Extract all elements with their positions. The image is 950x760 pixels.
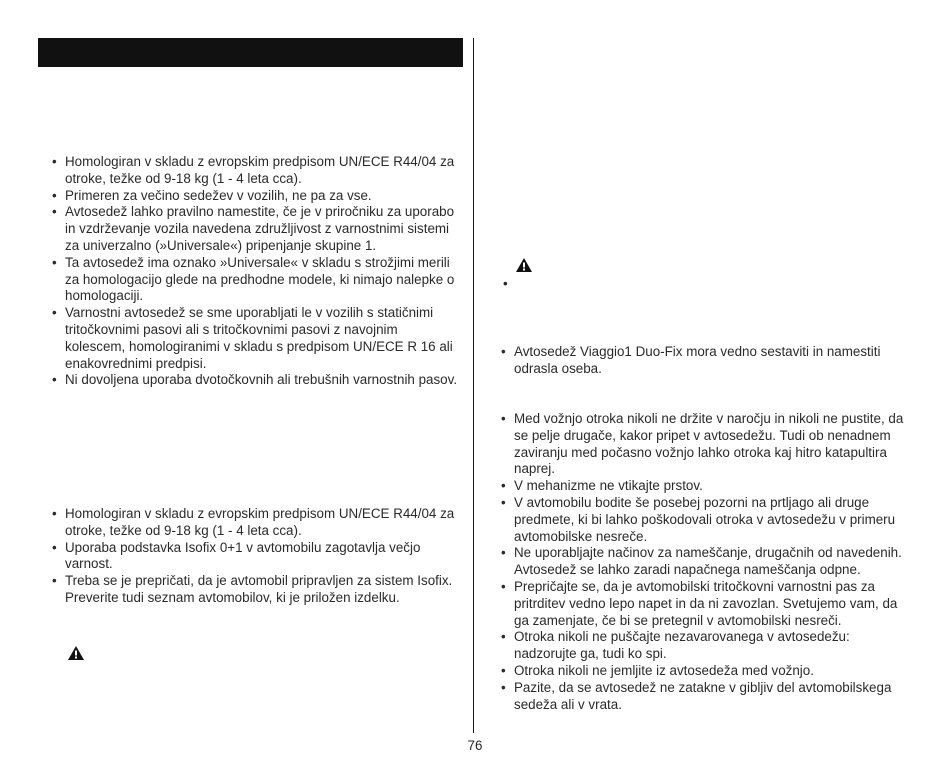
list-item: • Med vožnjo otroka nikoli ne držite v naročju in nikoli ne pustite, da se pelje drugače, kakor pripet v avtosedežu. Tudi ob nenadnem zaviranju med počasno vožnjo lahko otroka kaj hitro katapultira naprej. bbox=[501, 411, 913, 478]
list-item: • Varnostni avtosedež se sme uporabljati le v vozilih s statičnimi tritočkovnimi pasovi ali s tritočkovnimi pasovi z navojnim kolescem, homologiranimi v skladu s predpisom UN/ECE R 16 ali enakovrednimi predpisi. bbox=[52, 305, 460, 372]
list-item: • V mehanizme ne vtikajte prstov. bbox=[501, 478, 913, 495]
column-divider bbox=[473, 38, 474, 733]
list-item: • Primeren za večino sedežev v vozilih, ne pa za vse. bbox=[52, 188, 460, 205]
section-header-bar bbox=[38, 38, 463, 67]
warning-triangle-icon bbox=[515, 257, 533, 273]
list-item: • Ni dovoljena uporaba dvotočkovnih ali trebušnih varnostnih pasov. bbox=[52, 372, 460, 389]
list-item: • Ta avtosedež ima oznako »Universale« v skladu s strožjimi merili za homologacijo glede na predhodne modele, ki nimajo nalepke o homologaciji. bbox=[52, 255, 460, 305]
list-item: • Homologiran v skladu z evropskim predpisom UN/ECE R44/04 za otroke, težke od 9-18 kg (1 - 4 leta cca). bbox=[52, 506, 460, 540]
list-item: • Ne uporabljajte načinov za nameščanje, drugačnih od navedenih. Avtosedež se lahko zaradi napačnega nameščanja odpne. bbox=[501, 545, 913, 579]
right-list-2 bbox=[501, 411, 913, 713]
list-item: • Prepričajte se, da je avtomobilski tritočkovni varnostni pas za pritrditev vedno lepo napet in da ni zavozlan. Svetujemo vam, da ga zamenjate, če bi se pretegnil v avtomobilski nesreči. bbox=[501, 579, 913, 629]
list-item: • V avtomobilu bodite še posebej pozorni na prtljago ali druge predmete, ki bi lahko poškodovali otroka v avtosedežu v primeru avtomobilske nesreče. bbox=[501, 495, 913, 545]
list-item: • Treba se je prepričati, da je avtomobil pripravljen za sistem Isofix. Preverite tudi seznam avtomobilov, ki je priložen izdelku. bbox=[52, 573, 460, 607]
list-item: • Uporaba podstavka Isofix 0+1 v avtomobilu zagotavlja večjo varnost. bbox=[52, 540, 460, 574]
list-item: • Otroka nikoli ne puščajte nezavarovanega v avtosedežu: nadzorujte ga, tudi ko spi. bbox=[501, 629, 913, 663]
warning-triangle-icon bbox=[67, 645, 85, 661]
list-item: • Pazite, da se avtosedež ne zatakne v gibljiv del avtomobilskega sedeža ali v vrata. bbox=[501, 680, 913, 714]
list-item: • Avtosedež Viaggio1 Duo-Fix mora vedno sestaviti in namestiti odrasla oseba. bbox=[501, 344, 913, 378]
list-item: • Homologiran v skladu z evropskim predpisom UN/ECE R44/04 za otroke, težke od 9-18 kg (1 - 4 leta cca). bbox=[52, 154, 460, 188]
empty-bullet: • bbox=[503, 276, 508, 291]
page-number: 76 bbox=[467, 738, 483, 753]
right-list-1 bbox=[501, 344, 913, 378]
left-list-2 bbox=[52, 506, 460, 607]
list-item: • Otroka nikoli ne jemljite iz avtosedeža med vožnjo. bbox=[501, 663, 913, 680]
list-item: • Avtosedež lahko pravilno namestite, če je v priročniku za uporabo in vzdrževanje vozila navedena združljivost z varnostnimi sistemi za univerzalno (»Universale«) pripenjanje skupine 1. bbox=[52, 204, 460, 254]
left-list-1 bbox=[52, 154, 460, 389]
